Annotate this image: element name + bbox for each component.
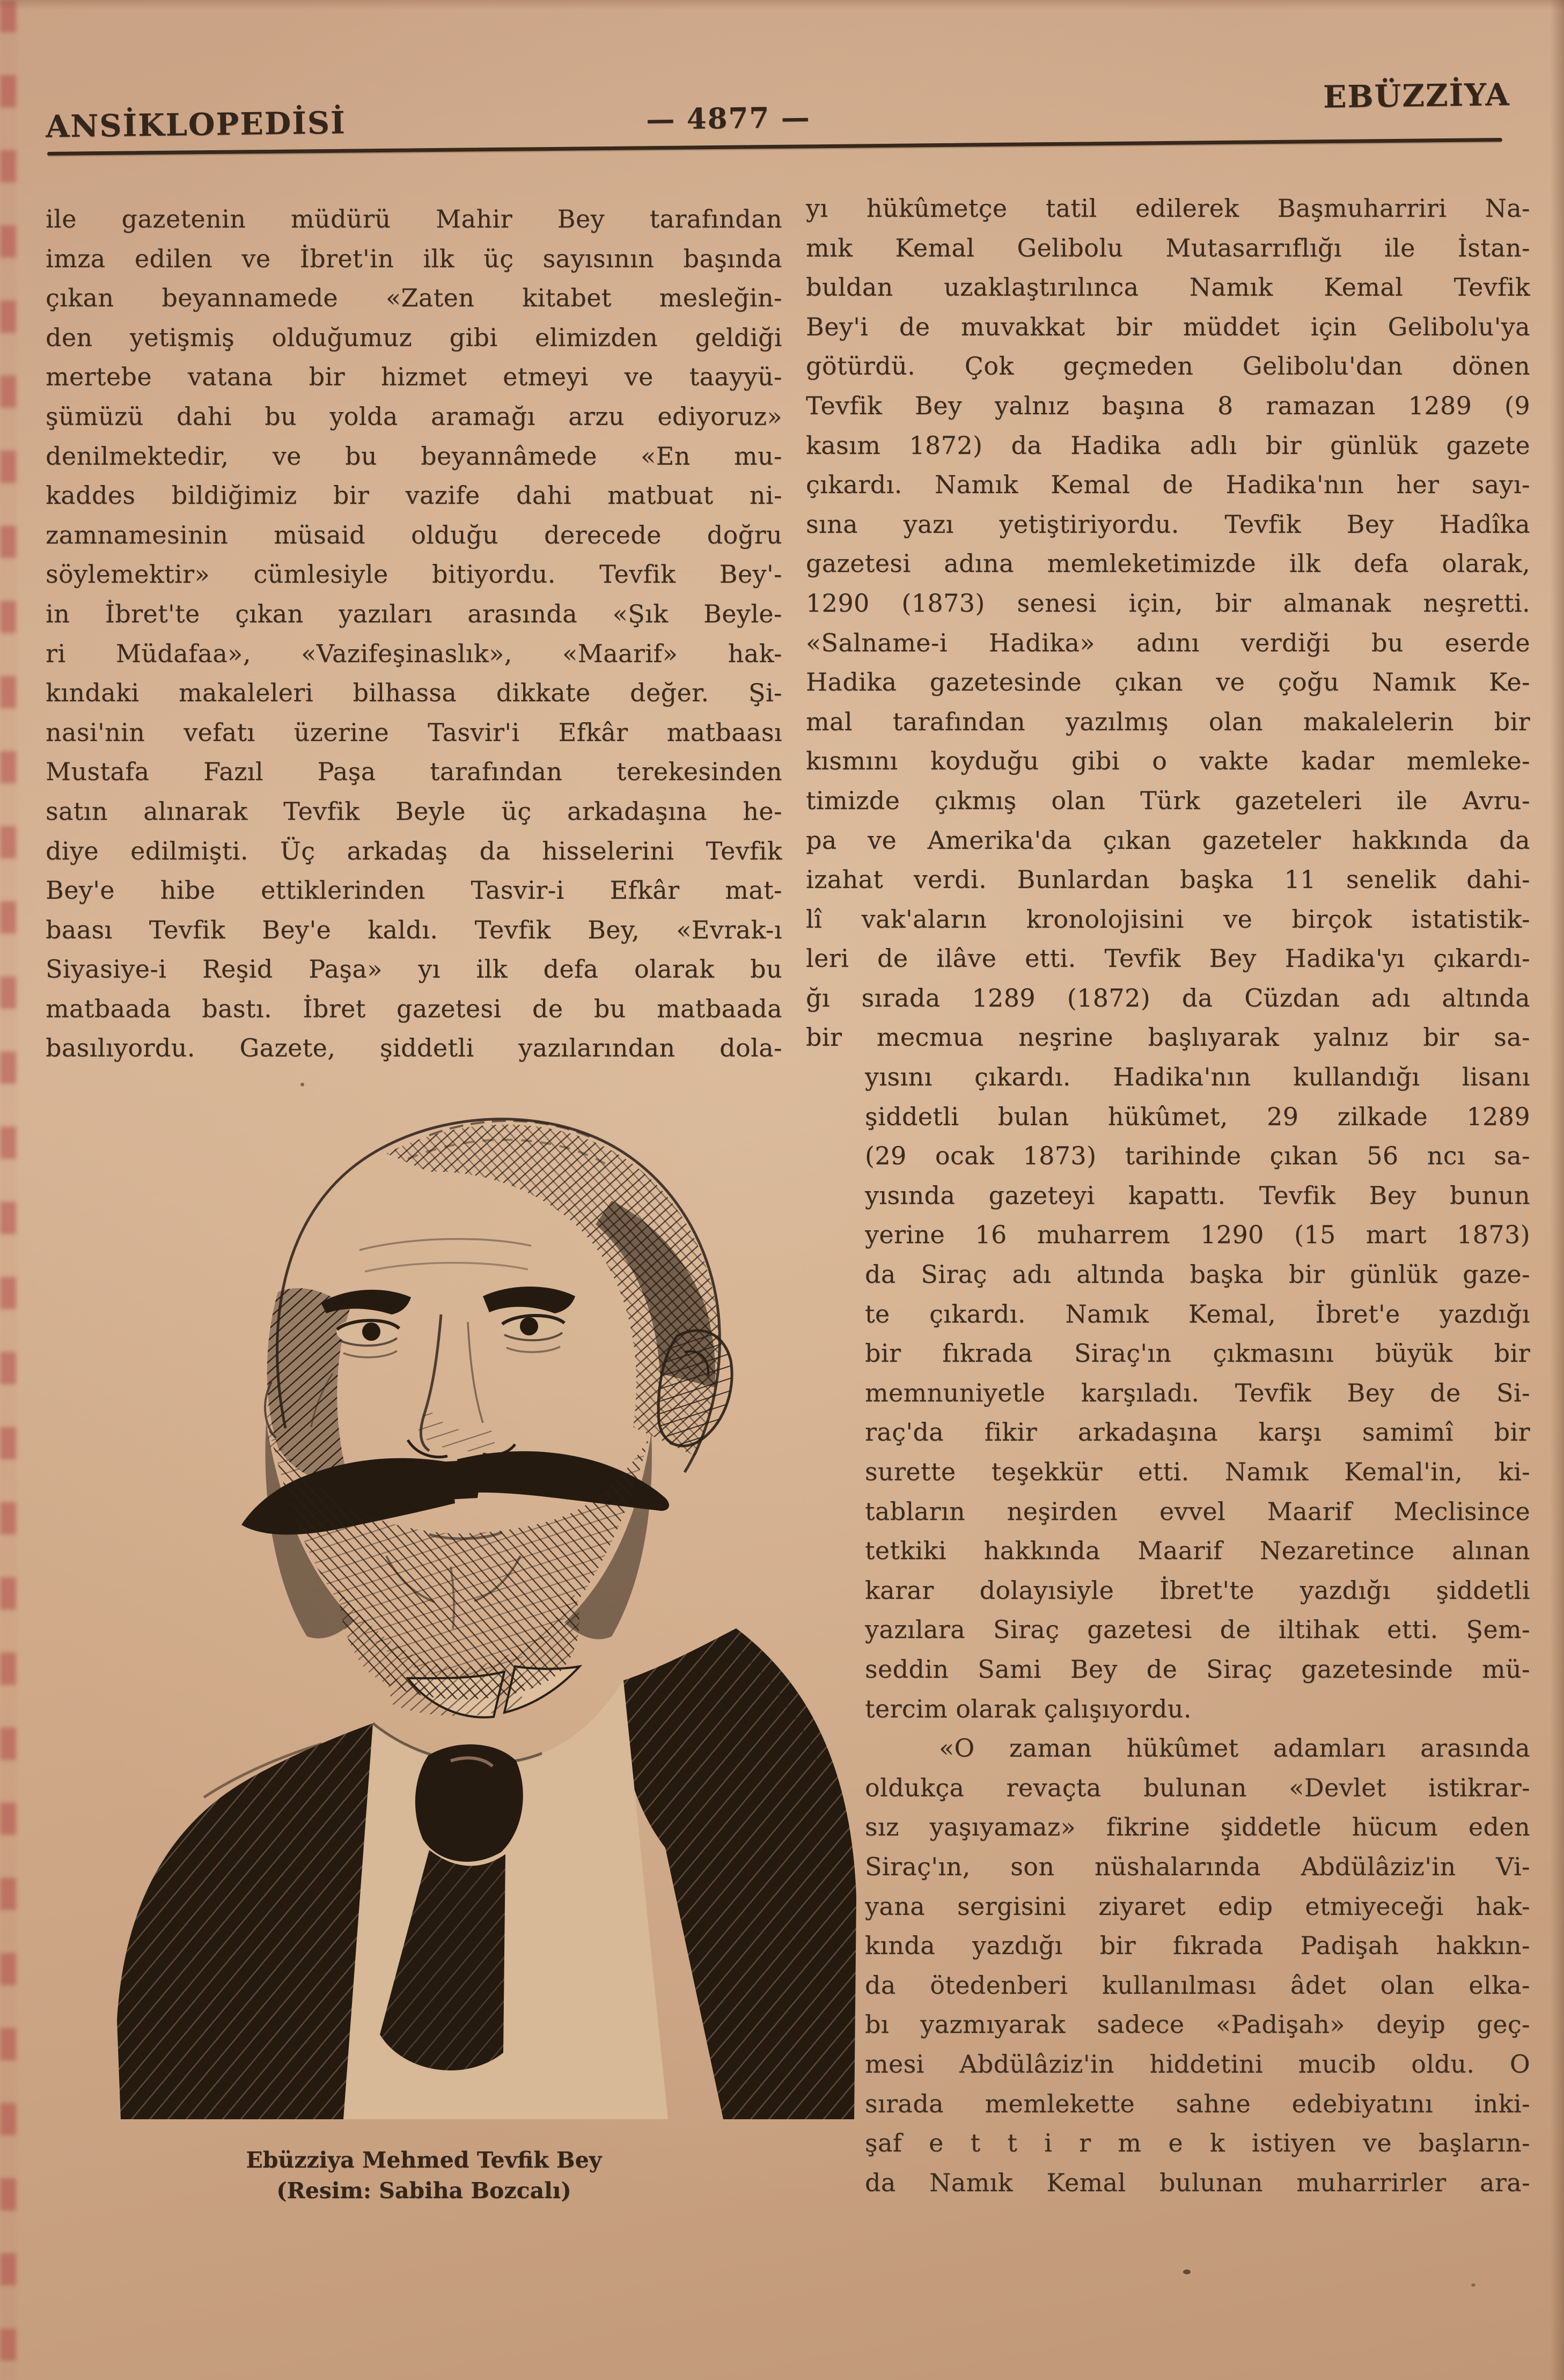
text-line: izahat verdi. Bunlardan başka 11 senelik dahi- (806, 865, 1530, 894)
text-line: karar dolayısiyle İbret'te yazdığı şiddetli (865, 1575, 1530, 1605)
text-line: memnuniyetle karşıladı. Tevfik Bey de Si- (865, 1378, 1530, 1407)
portrait-drawing (107, 1084, 858, 2130)
text-line: şaf e t t i r m e k istiyen ve başların- (865, 2128, 1530, 2158)
text-line: Siraç'ın, son nüshalarında Abdülâziz'in Vi- (865, 1852, 1530, 1881)
text-line: şiddetli bulan hükûmet, 29 zilkade 1289 (865, 1101, 1530, 1131)
text-line: raç'da fikir arkadaşına karşı samimî bir (865, 1417, 1530, 1447)
text-line: in İbret'te çıkan yazıları arasında «Şık Beyle- (46, 599, 782, 628)
header-title-right: EBÜZZİYA (1323, 76, 1510, 115)
text-line: sına yazı yetiştiriyordu. Tevfik Bey Hadîka (806, 509, 1530, 539)
scan-artifact-top-edge (0, 0, 1564, 10)
text-line: ile gazetenin müdürü Mahir Bey tarafından (46, 204, 782, 233)
text-line: kısmını koyduğu gibi o vakte kadar memleke- (806, 746, 1530, 776)
text-line: yı hükûmetçe tatil edilerek Başmuharriri Na- (806, 194, 1530, 223)
scan-artifact-right-edge (1550, 0, 1564, 2380)
portrait-illustration (107, 1084, 858, 2130)
text-line: yısında gazeteyi kapattı. Tevfik Bey bunun (865, 1180, 1530, 1210)
header-title-left: ANSİKLOPEDİSİ (45, 105, 347, 145)
text-line: bir fıkrada Siraç'ın çıkmasını büyük bir (865, 1339, 1530, 1368)
text-line: matbaada bastı. İbret gazetesi de bu matbaada (46, 994, 782, 1023)
text-line: sız yaşıyamaz» fikrine şiddetle hücum eden (865, 1812, 1530, 1842)
text-line: söylemektir» cümlesiyle bitiyordu. Tevfik Bey'- (46, 560, 782, 589)
text-line: ri Müdafaa», «Vazifeşinaslık», «Maarif» hak- (46, 638, 782, 668)
text-line: Mustafa Fazıl Paşa tarafından terekesinden (46, 757, 782, 787)
text-line: Tevfik Bey yalnız başına 8 ramazan 1289 (9 (806, 391, 1530, 420)
text-line: da Namık Kemal bulunan muharrirler ara- (865, 2168, 1530, 2197)
text-line: mık Kemal Gelibolu Mutasarrıflığı ile İstan- (806, 233, 1530, 262)
text-line: 1290 (1873) senesi için, bir almanak neşretti. (806, 588, 1530, 618)
text-line: kasım 1872) da Hadika adlı bir günlük gazete (806, 430, 1530, 460)
text-line: kaddes bildiğimiz bir vazife dahi matbuat ni- (46, 481, 782, 510)
text-line: kındaki makaleleri bilhassa dikkate değer. Şi- (46, 678, 782, 708)
text-line: çıkan beyannamede «Zaten kitabet mesleğin- (46, 283, 782, 313)
header-page-number: — 4877 — (645, 100, 811, 136)
text-line: çıkardı. Namık Kemal de Hadika'nın her sayı- (806, 470, 1530, 499)
text-line: timizde çıkmış olan Türk gazeteleri ile Avru- (806, 785, 1530, 815)
text-line: yana sergisini ziyaret edip etmiyeceği hak- (865, 1891, 1530, 1921)
text-line: seddin Sami Bey de Siraç gazetesinde mü- (865, 1654, 1530, 1684)
text-line: te çıkardı. Namık Kemal, İbret'e yazdığı (865, 1299, 1530, 1328)
text-line: ğı sırada 1289 (1872) da Cüzdan adı altında (806, 983, 1530, 1012)
text-line: yazılara Siraç gazetesi de iltihak etti. Şem- (865, 1615, 1530, 1644)
text-line: lî vak'aların kronolojisini ve birçok istatistik- (806, 904, 1530, 934)
scan-artifact-left-edge (0, 0, 16, 2380)
text-line: kında yazdığı bir fıkrada Padişah hakkın- (865, 1931, 1530, 1960)
text-line: «O zaman hükûmet adamları arasında (939, 1733, 1530, 1763)
text-line: şümüzü dahi bu yolda aramağı arzu ediyoruz» (46, 401, 782, 431)
text-line: sırada memlekette sahne edebiyatını inki- (865, 2089, 1530, 2118)
left-column (46, 200, 782, 1068)
text-line: götürdü. Çok geçmeden Gelibolu'dan dönen (806, 351, 1530, 381)
text-line: da Siraç adı altında başka bir günlük gaze- (865, 1260, 1530, 1289)
text-line: yerine 16 muharrem 1290 (15 mart 1873) (865, 1220, 1530, 1250)
text-line: imza edilen ve İbret'in ilk üç sayısının başında (46, 244, 782, 273)
text-line: leri de ilâve etti. Tevfik Bey Hadika'yı çıkardı- (806, 944, 1530, 973)
text-line: mesi Abdülâziz'in hiddetini mucib oldu. O (865, 2049, 1530, 2078)
text-line: yısını çıkardı. Hadika'nın kullandığı lisanı (865, 1062, 1530, 1092)
text-line: baası Tevfik Bey'e kaldı. Tevfik Bey, «Evrak-ı (46, 915, 782, 944)
text-line: mal tarafından yazılmış olan makalelerin bir (806, 707, 1530, 736)
caption-name: Ebüzziya Mehmed Tevfik Bey (246, 2147, 602, 2173)
text-line: «Salname-i Hadika» adını verdiği bu eserde (806, 628, 1530, 657)
page-header (45, 76, 1511, 145)
text-line: diye edilmişti. Üç arkadaş da hisselerini Tevfik (46, 836, 782, 865)
text-line: basılıyordu. Gazete, şiddetli yazılarından dola- (46, 1033, 782, 1063)
text-line: Bey'e hibe ettiklerinden Tasvir-i Efkâr mat- (46, 876, 782, 905)
text-line: bir mecmua neşrine başlıyarak yalnız bir sa- (806, 1023, 1530, 1052)
text-line: Hadika gazetesinde çıkan ve çoğu Namık Ke- (806, 667, 1530, 697)
paper-speck (1183, 2269, 1191, 2274)
text-line: gazetesi adına memleketimizde ilk defa olarak, (806, 549, 1530, 578)
portrait-caption (102, 2145, 746, 2206)
text-line: tabların neşirden evvel Maarif Meclisince (865, 1496, 1530, 1526)
text-line: Bey'i de muvakkat bir müddet için Gelibolu'ya (806, 312, 1530, 341)
text-line: denilmektedir, ve bu beyannâmede «En mu- (46, 441, 782, 471)
text-line: Siyasiye-i Reşid Paşa» yı ilk defa olarak bu (46, 954, 782, 984)
text-line: nasi'nin vefatı üzerine Tasvir'i Efkâr matbaası (46, 717, 782, 747)
text-line: tercim olarak çalışıyordu. (865, 1694, 1192, 1723)
text-line: bı yazmıyarak sadece «Padişah» deyip geç- (865, 2010, 1530, 2039)
right-column (806, 189, 1530, 2202)
caption-credit: (Resim: Sabiha Bozcalı) (276, 2178, 571, 2203)
text-line: surette teşekkür etti. Namık Kemal'in, ki- (865, 1457, 1530, 1486)
text-line: oldukça revaçta bulunan «Devlet istikrar- (865, 1773, 1530, 1802)
paper-speck (1471, 2283, 1475, 2287)
text-line: da ötedenberi kullanılması âdet olan elka- (865, 1970, 1530, 2000)
text-line: buldan uzaklaştırılınca Namık Kemal Tevfik (806, 273, 1530, 302)
text-line: zamnamesinin müsaid olduğu derecede doğru (46, 520, 782, 549)
text-line: mertebe vatana bir hizmet etmeyi ve taayyü- (46, 362, 782, 392)
text-line: pa ve Amerika'da çıkan gazeteler hakkında da (806, 825, 1530, 855)
text-line: satın alınarak Tevfik Beyle üç arkadaşına he- (46, 796, 782, 826)
text-line: (29 ocak 1873) tarihinde çıkan 56 ncı sa- (865, 1141, 1530, 1171)
text-line: den yetişmiş olduğumuz gibi elimizden geldiği (46, 322, 782, 352)
text-line: tetkiki hakkında Maarif Nezaretince alınan (865, 1536, 1530, 1566)
